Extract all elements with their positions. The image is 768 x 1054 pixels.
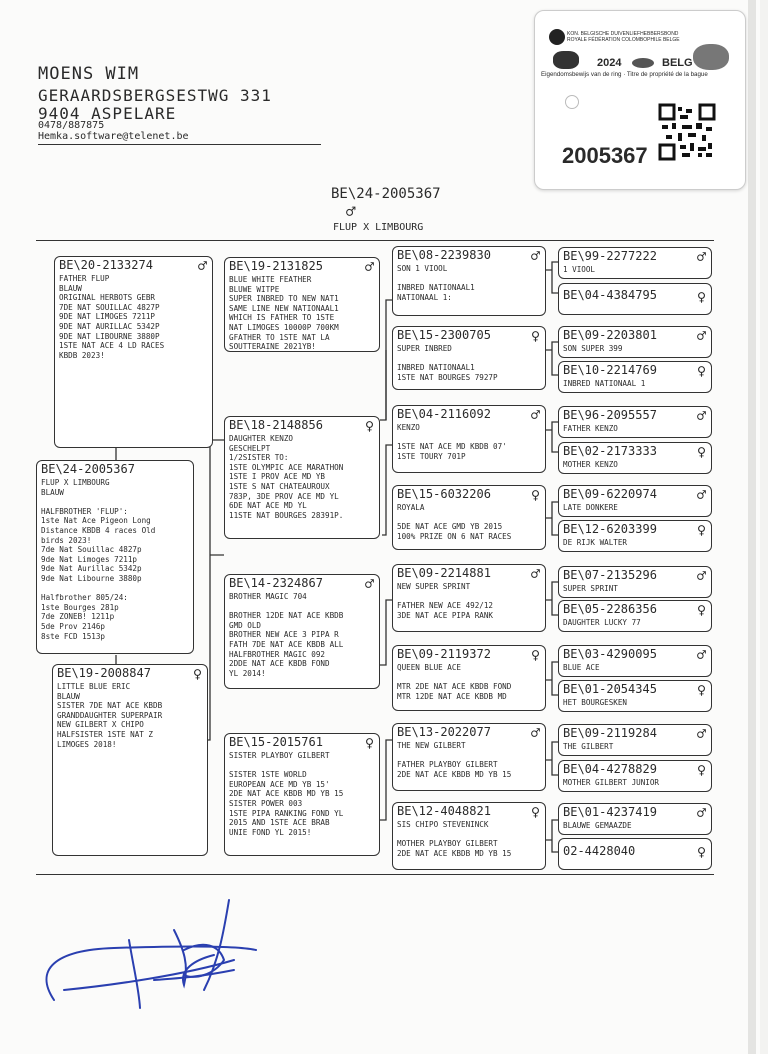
note-line: MOTHER KENZO: [563, 460, 618, 469]
box-ring: BE\20-2133274: [59, 258, 153, 272]
note-line: 9de Nat Limoges 7211p: [41, 554, 138, 564]
note-line: 9de Nat Aurillac 5342p: [41, 564, 142, 574]
note-line: EUROPEAN ACE MD YB 15': [229, 779, 330, 789]
box-notes: [41, 478, 190, 641]
female-icon: ♀: [696, 443, 706, 461]
note-line: [229, 761, 376, 771]
note-line: 7de ZONEB! 1211p: [41, 612, 115, 622]
note-line: SUPER INBRED TO NEW NAT1: [229, 294, 339, 304]
note-line: NEW SUPER SPRINT: [397, 582, 471, 591]
note-line: 5DE NAT ACE GMD YB 2015: [397, 522, 503, 532]
gen4-box-4: [558, 361, 712, 393]
handwritten-signature: [34, 890, 264, 1020]
gen4-box-1: [558, 247, 712, 279]
note-line: 1 VIOOL: [563, 265, 596, 274]
note-line: DAUGHTER LUCKY 77: [563, 618, 641, 627]
note-line: BROTHER 12DE NAT ACE KBDB: [229, 611, 344, 621]
gen4-box-5: [558, 406, 712, 438]
ggp-box-1: [392, 246, 546, 316]
box-ring: BE\04-2116092: [397, 407, 491, 421]
note-line: INBRED NATIONAAL 1: [563, 379, 646, 388]
note-line: THE GILBERT: [563, 742, 614, 751]
female-icon: ♀: [530, 646, 540, 664]
ggp-box-4: [392, 485, 546, 550]
box-notes: [397, 663, 542, 701]
note-line: 1STE NAT ACE MD KBDB 07': [397, 442, 507, 452]
note-line: [41, 584, 190, 594]
note-line: 1STE OLYMPIC ACE MARATHON: [229, 462, 344, 472]
male-icon: ♂: [696, 248, 706, 266]
note-line: FATHER KENZO: [563, 424, 618, 433]
ring-year: 2024: [597, 57, 622, 69]
note-line: 2DE NAT ACE KBDB MD YB 15: [229, 789, 344, 799]
note-line: BLAUW: [41, 487, 64, 497]
gen4-box-13: [558, 724, 712, 756]
note-line: THE NEW GILBERT: [397, 741, 466, 750]
male-icon: ♂: [696, 804, 706, 822]
box-ring: BE\12-4048821: [397, 804, 491, 818]
owner-city: 9404 ASPELARE: [38, 104, 177, 123]
box-notes: [397, 423, 542, 461]
box-ring: 02-4428040: [563, 844, 636, 858]
note-line: 1STE S NAT CHATEAUROUX: [229, 481, 330, 491]
note-line: KBDB 2023!: [59, 350, 105, 360]
dam-box: [52, 664, 208, 856]
box-notes: [563, 821, 708, 831]
note-line: BLUWE WITPE: [229, 284, 280, 294]
box-ring: BE\03-4290095: [563, 647, 657, 661]
note-line: LITTLE BLUE ERIC: [57, 682, 131, 691]
box-ring: BE\09-2119284: [563, 726, 657, 740]
box-ring: BE\08-2239830: [397, 248, 491, 262]
note-line: BROTHER NEW ACE 3 PIPA R: [229, 630, 339, 640]
male-icon: ♂: [530, 565, 540, 583]
note-line: 1STE NAT ACE 4 LD RACES: [59, 341, 165, 351]
gen4-box-14: [558, 760, 712, 792]
note-line: KENZO: [397, 423, 420, 432]
dam-sire-box: [224, 574, 380, 689]
box-notes: [563, 265, 708, 275]
owner-name: MOENS WIM: [38, 64, 140, 84]
box-ring: BE\19-2008847: [57, 666, 151, 680]
box-notes: [563, 379, 708, 389]
note-line: 1/2SISTER TO:: [229, 453, 289, 463]
note-line: SOUTTERAINE 2021YB!: [229, 342, 316, 352]
gen4-box-2: [558, 283, 712, 315]
note-line: 1STE TOURY 701P: [397, 451, 466, 461]
box-notes: [563, 344, 708, 354]
gen4-box-11: [558, 645, 712, 677]
note-line: [397, 673, 542, 683]
note-line: SISTER 7DE NAT ACE KBDB: [57, 701, 163, 711]
gen4-box-16: [558, 838, 712, 870]
note-line: INBRED NATIONAAL1: [397, 363, 475, 373]
gen4-box-15: [558, 803, 712, 835]
note-line: 1ste Bourges 281p: [41, 602, 119, 612]
male-icon: ♂: [696, 646, 706, 664]
note-line: ROYALA: [397, 503, 425, 512]
male-icon: ♂: [530, 724, 540, 742]
box-ring: BE\09-6220974: [563, 487, 657, 501]
note-line: INBRED NATIONAAL1: [397, 283, 475, 293]
note-line: SUPER INBRED: [397, 344, 452, 353]
male-icon: ♂: [696, 407, 706, 425]
owner-street: GERAARDSBERGSESTWG 331: [38, 86, 272, 105]
note-line: GRANDDAUGHTER SUPERPAIR: [57, 710, 163, 720]
note-line: 2DE NAT ACE KBDB MD YB 15: [397, 848, 512, 858]
gen4-box-9: [558, 566, 712, 598]
note-line: 100% PRIZE ON 6 NAT RACES: [397, 531, 512, 541]
box-notes: [397, 820, 542, 858]
ggp-box-5: [392, 564, 546, 632]
note-line: BLAUW: [57, 691, 80, 701]
box-notes: [563, 618, 708, 628]
subject-box: [36, 460, 194, 654]
female-icon: ♀: [696, 681, 706, 699]
note-line: 9DE NAT LIBOURNE 3880P: [59, 331, 160, 341]
note-line: 5de Prov 2146p: [41, 621, 106, 631]
note-line: FLUP X LIMBOURG: [41, 478, 110, 487]
note-line: MTR 12DE NAT ACE KBDB MD: [397, 691, 507, 701]
box-ring: BE\15-2300705: [397, 328, 491, 342]
male-icon: ♂: [364, 575, 374, 593]
female-icon: ♀: [696, 521, 706, 539]
note-line: BLAUW: [59, 283, 82, 293]
female-icon: ♀: [696, 761, 706, 779]
note-line: FATH 7DE NAT ACE KBDB ALL: [229, 639, 344, 649]
box-notes: [563, 584, 708, 594]
male-icon: ♂: [696, 725, 706, 743]
box-ring: BE\01-4237419: [563, 805, 657, 819]
ring-number: 2005367: [562, 143, 648, 168]
note-line: GESCHELPT: [229, 443, 271, 453]
note-line: ORIGINAL HERBOTS GEBR: [59, 293, 156, 303]
box-notes: [563, 503, 708, 513]
note-line: GFATHER TO 1STE NAT LA: [229, 332, 330, 342]
note-line: NAT LIMOGES 10000P 700KM: [229, 322, 339, 332]
box-ring: BE\15-6032206: [397, 487, 491, 501]
box-ring: BE\10-2214769: [563, 363, 657, 377]
male-icon: ♂: [530, 406, 540, 424]
note-line: 11STE NAT BOURGES 28391P.: [229, 510, 344, 520]
box-ring: BE\02-2173333: [563, 444, 657, 458]
note-line: BLUE ACE: [563, 663, 600, 672]
box-notes: [563, 698, 708, 708]
note-line: 9DE NAT LIMOGES 7211P: [59, 312, 156, 322]
note-line: 8ste FCD 1513p: [41, 631, 106, 641]
female-icon: ♀: [530, 803, 540, 821]
note-line: 9de Nat Libourne 3880p: [41, 573, 142, 583]
note-line: WHICH IS FATHER TO 1STE: [229, 313, 335, 323]
note-line: [397, 830, 542, 840]
box-notes: [397, 582, 542, 620]
gen4-box-3: [558, 326, 712, 358]
note-line: [397, 751, 542, 761]
note-line: 3DE NAT ACE PIPA RANK: [397, 610, 494, 620]
gen4-box-12: [558, 680, 712, 712]
box-notes: [229, 434, 376, 520]
box-notes: [229, 592, 376, 678]
federation-name-nl: KON. BELGISCHE DUIVENLIEFHEBBERSBOND: [567, 31, 679, 37]
note-line: [397, 592, 542, 602]
ggp-box-7: [392, 723, 546, 791]
male-icon: ♂: [696, 327, 706, 345]
gen4-box-6: [558, 442, 712, 474]
female-icon: ♀: [696, 362, 706, 380]
female-icon: ♀: [696, 601, 706, 619]
note-line: HALFSISTER 1STE NAT Z: [57, 729, 154, 739]
box-notes: [229, 275, 376, 352]
note-line: FATHER PLAYBOY GILBERT: [397, 760, 498, 770]
note-line: [397, 433, 542, 443]
sire-box: [54, 256, 213, 448]
subject-sex-icon: ♂: [346, 202, 356, 221]
note-line: LATE DONKERE: [563, 503, 618, 512]
ggp-box-3: [392, 405, 546, 473]
note-line: LIMOGES 2018!: [57, 739, 117, 749]
note-line: MTR 2DE NAT ACE KBDB FOND: [397, 682, 512, 692]
box-ring: BE\15-2015761: [229, 735, 323, 749]
note-line: Halfbrother 805/24:: [41, 593, 128, 603]
female-icon: ♀: [530, 486, 540, 504]
box-notes: [563, 742, 708, 752]
box-ring: BE\12-6203399: [563, 522, 657, 536]
note-line: [229, 602, 376, 612]
box-ring: BE\24-2005367: [41, 462, 135, 476]
note-line: SUPER SPRINT: [563, 584, 618, 593]
box-ring: BE\09-2119372: [397, 647, 491, 661]
male-icon: ♂: [364, 258, 374, 276]
male-icon: ♂: [696, 486, 706, 504]
box-notes: [563, 424, 708, 434]
box-ring: BE\05-2286356: [563, 602, 657, 616]
note-line: 2015 AND 1STE ACE BRAB: [229, 818, 330, 828]
note-line: HALFBROTHER 'FLUP':: [41, 506, 128, 516]
female-icon: ♀: [530, 327, 540, 345]
box-ring: BE\04-4278829: [563, 762, 657, 776]
note-line: NEW GILBERT X CHIPO: [57, 720, 144, 730]
note-line: 2DE NAT ACE KBDB MD YB 15: [397, 769, 512, 779]
note-line: DE RIJK WALTER: [563, 538, 628, 547]
owner-email: Hemka.software@telenet.be: [38, 131, 189, 142]
note-line: NATIONAAL 1:: [397, 292, 452, 302]
note-line: SISTER PLAYBOY GILBERT: [229, 751, 330, 760]
box-notes: [59, 274, 209, 360]
note-line: QUEEN BLUE ACE: [397, 663, 462, 672]
male-icon: ♂: [696, 567, 706, 585]
sire-sire-box: [224, 257, 380, 352]
box-notes: [563, 538, 708, 548]
box-ring: BE\19-2131825: [229, 259, 323, 273]
note-line: 1STE PIPA RANKING FOND YL: [229, 808, 344, 818]
note-line: 783P, 3DE PROV ACE MD YL: [229, 491, 339, 501]
note-line: SON SUPER 399: [563, 344, 623, 353]
note-line: HET BOURGESKEN: [563, 698, 628, 707]
note-line: FATHER NEW ACE 492/12: [397, 601, 494, 611]
female-icon: ♀: [364, 417, 374, 435]
note-line: 7de Nat Souillac 4827p: [41, 545, 142, 555]
box-ring: BE\14-2324867: [229, 576, 323, 590]
dam-dam-box: [224, 733, 380, 856]
note-line: BLUE WHITE FEATHER: [229, 275, 312, 284]
note-line: FATHER FLUP: [59, 274, 110, 283]
ownership-caption: Eigendomsbewijs van de ring · Titre de propriété de la bague: [541, 71, 708, 78]
box-ring: BE\07-2135296: [563, 568, 657, 582]
note-line: BROTHER MAGIC 704: [229, 592, 307, 601]
box-notes: [397, 344, 542, 382]
subject-name: FLUP X LIMBOURG: [333, 222, 424, 233]
note-line: [397, 354, 542, 364]
box-notes: [563, 663, 708, 673]
gen4-box-7: [558, 485, 712, 517]
sire-dam-box: [224, 416, 380, 539]
note-line: SISTER 1STE WORLD: [229, 770, 307, 780]
female-icon: ♀: [192, 665, 202, 683]
note-line: 6DE NAT ACE MD YL: [229, 501, 307, 511]
note-line: SIS CHIPO STEVENINCK: [397, 820, 489, 829]
subject-ring: BE\24-2005367: [331, 186, 441, 202]
gen4-box-10: [558, 600, 712, 632]
box-ring: BE\18-2148856: [229, 418, 323, 432]
note-line: BLAUWE GEMAAZDE: [563, 821, 632, 830]
box-notes: [229, 751, 376, 837]
female-icon: ♀: [364, 734, 374, 752]
note-line: YL 2014!: [229, 668, 266, 678]
note-line: HALFBROTHER MAGIC 092: [229, 649, 326, 659]
note-line: SAME LINE NEW NATIONAAL1: [229, 303, 339, 313]
note-line: DAUGHTER KENZO: [229, 434, 294, 443]
note-line: MOTHER PLAYBOY GILBERT: [397, 839, 498, 849]
note-line: 1ste Nat Ace Pigeon Long: [41, 516, 151, 526]
box-ring: BE\04-4384795: [563, 288, 657, 302]
ring-country: BELG: [662, 57, 693, 69]
male-icon: ♂: [530, 247, 540, 265]
box-notes: [563, 460, 708, 470]
box-ring: BE\96-2095557: [563, 408, 657, 422]
male-icon: ♂: [197, 257, 207, 275]
box-ring: BE\99-2277222: [563, 249, 657, 263]
owner-phone: 0478/887875: [38, 120, 105, 131]
note-line: UNIE FOND YL 2015!: [229, 827, 312, 837]
female-icon: ♀: [696, 843, 706, 861]
box-notes: [397, 741, 542, 779]
ggp-box-8: [392, 802, 546, 870]
box-ring: BE\01-2054345: [563, 682, 657, 696]
box-ring: BE\09-2203801: [563, 328, 657, 342]
note-line: 2DDE NAT ACE KBDB FOND: [229, 659, 330, 669]
note-line: birds 2023!: [41, 535, 92, 545]
note-line: [397, 513, 542, 523]
note-line: Distance KBDB 4 races Old: [41, 525, 156, 535]
federation-name-fr: ROYALE FÉDÉRATION COLOMBOPHILE BELGE: [567, 37, 680, 43]
note-line: GMD OLD: [229, 620, 262, 630]
note-line: SISTER POWER 003: [229, 798, 303, 808]
female-icon: ♀: [696, 288, 706, 306]
box-notes: [397, 503, 542, 541]
gen4-box-8: [558, 520, 712, 552]
note-line: [397, 274, 542, 284]
note-line: [41, 497, 190, 507]
note-line: SON 1 VIOOL: [397, 264, 448, 273]
ggp-box-6: [392, 645, 546, 711]
box-notes: [57, 682, 204, 749]
ggp-box-2: [392, 326, 546, 390]
note-line: 9DE NAT AURILLAC 5342P: [59, 321, 160, 331]
box-ring: BE\09-2214881: [397, 566, 491, 580]
box-ring: BE\13-2022077: [397, 725, 491, 739]
note-line: 1STE I PROV ACE MD YB: [229, 472, 326, 482]
note-line: 1STE NAT BOURGES 7927P: [397, 372, 498, 382]
note-line: MOTHER GILBERT JUNIOR: [563, 778, 660, 787]
box-notes: [397, 264, 542, 302]
note-line: 7DE NAT SOUILLAC 4827P: [59, 302, 160, 312]
box-notes: [563, 778, 708, 788]
